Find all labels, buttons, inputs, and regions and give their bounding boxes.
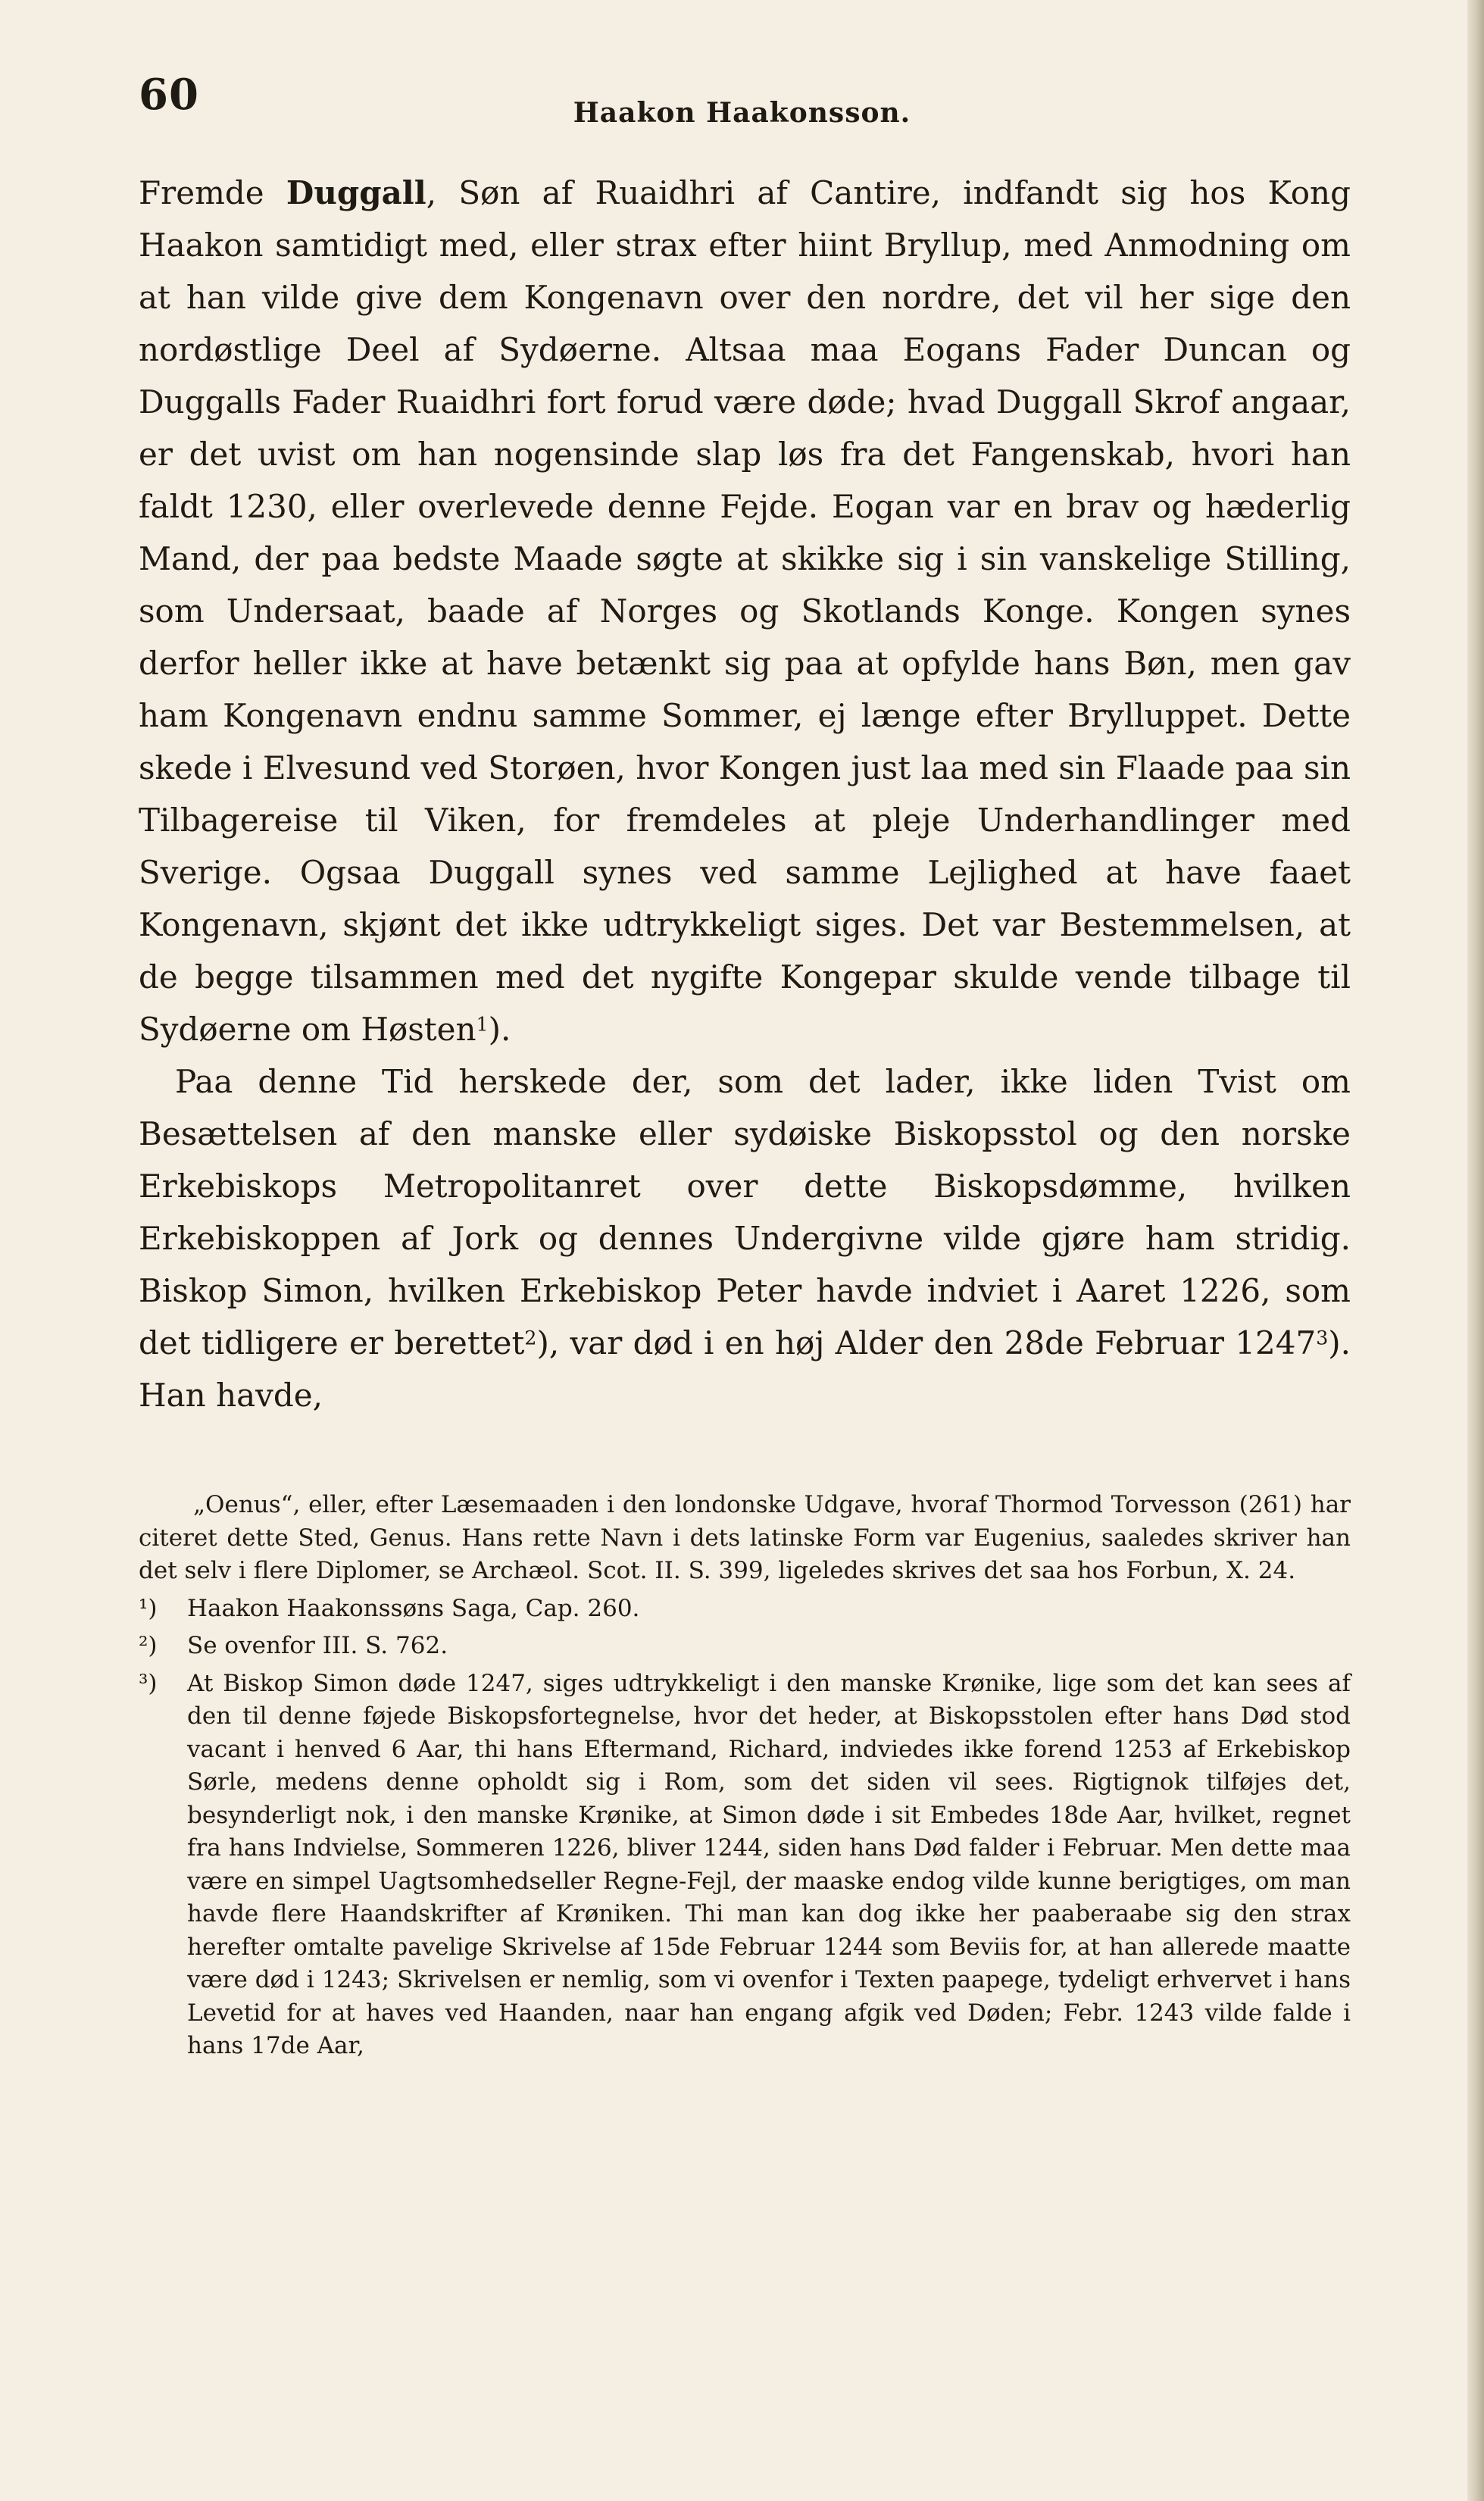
text-run: ). bbox=[488, 1011, 511, 1048]
footnote-mark: ³) bbox=[139, 1669, 158, 1697]
text-run: Fremde bbox=[139, 174, 286, 211]
footnote-ref[interactable]: 2 bbox=[524, 1327, 537, 1349]
footnote-continuation: „Oenus“, eller, efter Læsemaaden i den londonske Udgave, hvoraf Thormod Torvesson (261) har citeret dette Sted, Genus. Hans rette Navn i dets latinske Form var Eugenius, saaledes skriver han det selv i flere Diplomer, se Archæol. Scot. II. S. 399, ligeledes skrives det saa hos Forbun, X. 24. bbox=[139, 1491, 1351, 1584]
page-edge bbox=[1467, 0, 1484, 2501]
footnote-ref[interactable]: 3 bbox=[1316, 1327, 1329, 1349]
text-run: Paa denne Tid herskede der, som det lader, ikke liden Tvist om Besættelsen af den manske eller sydøiske Biskopsstol og den norske Erkebiskops Metropolitanret over dette Biskopsdømme, hvilken Erkebiskoppen af Jork og dennes Undergivne vilde gjøre ham stridig. Biskop Simon, hvilken Erkebiskop Peter havde indviet i Aaret 1226, som det tidligere er berettet bbox=[139, 1063, 1351, 1361]
footnote-text: Haakon Haakonssøns Saga, Cap. 260. bbox=[187, 1594, 640, 1622]
footnote-ref[interactable]: 1 bbox=[476, 1013, 489, 1036]
main-text bbox=[139, 167, 1351, 1421]
person-name: Duggall bbox=[286, 174, 426, 211]
footnote-text: At Biskop Simon døde 1247, siges udtrykkeligt i den manske Krønike, lige som det kan sees af den til denne føjede Biskopsfortegnelse, hvor det heder, at Biskopsstolen efter hans Død stod vacant i henved 6 Aar, thi hans Eftermand, Richard, indviedes ikke forend 1253 af Erkebiskop Sørle, medens denne opholdt sig i Rom, som det siden vil sees. Rigtignok tilføjes det, besynderligt nok, i den manske Krønike, at Simon døde i sit Embedes 18de Aar, hvilket, regnet fra hans Indvielse, Sommeren 1226, bliver 1244, siden hans Død falder i Februar. Men dette maa være en simpel Uagtsomhedseller Regne-Fejl, der maaske endog vilde kunne berigtiges, om man havde flere Haandskrifter af Krøniken. Thi man kan dog ikke her paaberaabe sig den strax herefter omtalte pavelige Skrivelse af 15de Februar 1244 som Beviis for, at han allerede maatte være død i 1243; Skrivelsen er nemlig, som vi ovenfor i Texten paapege, tydeligt erhvervet i hans Levetid for at haves ved Haanden, naar han engang afgik ved Døden; Febr. 1243 vilde falde i hans 17de Aar, bbox=[187, 1669, 1351, 2059]
footnotes bbox=[139, 1489, 1351, 2063]
page-number: 60 bbox=[139, 70, 199, 120]
text-run: , Søn af Ruaidhri af Cantire, indfandt sig hos Kong Haakon samtidigt med, eller strax efter hiint Bryllup, med Anmodning om at han vilde give dem Kongenavn over den nordre, det vil her sige den nordøstlige Deel af Sydøerne. Altsaa maa Eogans Fader Duncan og Duggalls Fader Ruaidhri fort forud være døde; hvad Duggall Skrof angaar, er det uvist om han nogensinde slap løs fra det Fangenskab, hvori han faldt 1230, eller overlevede denne Fejde. Eogan var en brav og hæderlig Mand, der paa bedste Maade søgte at skikke sig i sin vanskelige Stilling, som Undersaat, baade af Norges og Skotlands Konge. Kongen synes derfor heller ikke at have betænkt sig paa at opfylde hans Bøn, men gav ham Kongenavn endnu samme Sommer, ej længe efter Brylluppet. Dette skede i Elvesund ved Storøen, hvor Kongen just laa med sin Flaade paa sin Tilbagereise til Viken, for fremdeles at pleje Underhandlinger med Sverige. Ogsaa Duggall synes ved samme Lejlighed at have faaet Kongenavn, skjønt det ikke udtrykkeligt siges. Det var Bestemmelsen, at de begge tilsammen med det nygifte Kongepar skulde vende tilbage til Sydøerne om Høsten bbox=[139, 174, 1351, 1048]
footnote-mark: ¹) bbox=[139, 1594, 158, 1622]
text-run: ). Han havde, bbox=[139, 1324, 1351, 1414]
text-run: ), var død i en høj Alder den 28de Februar 1247 bbox=[536, 1324, 1317, 1361]
footnote bbox=[139, 1630, 1351, 1663]
footnote-text: Se ovenfor III. S. 762. bbox=[187, 1632, 448, 1659]
footnote bbox=[139, 1593, 1351, 1626]
paragraph bbox=[139, 167, 1351, 1055]
footnote-mark: ²) bbox=[139, 1632, 158, 1659]
paragraph bbox=[139, 1055, 1351, 1421]
footnote bbox=[139, 1668, 1351, 2063]
running-head: Haakon Haakonsson. bbox=[573, 97, 911, 129]
